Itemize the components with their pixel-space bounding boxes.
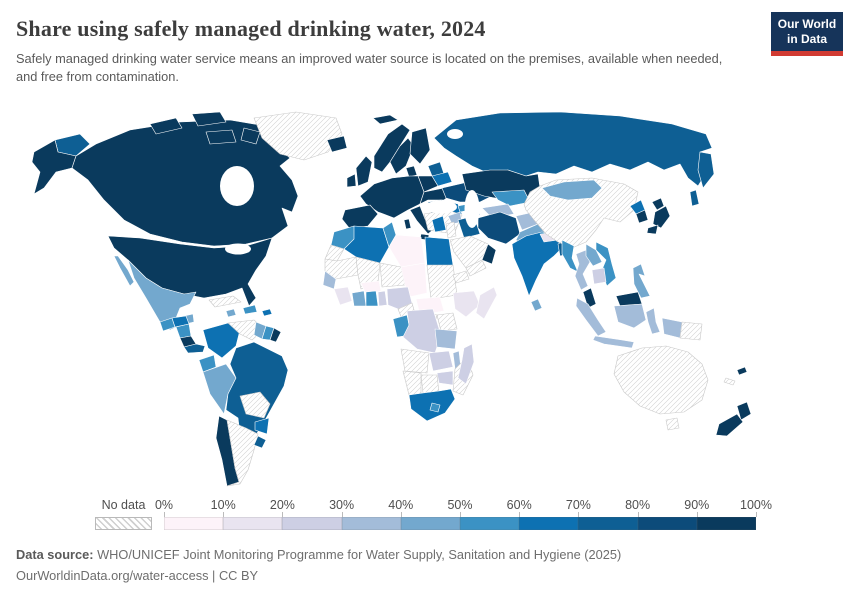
country-jamaica[interactable]: [226, 309, 236, 317]
country-iraq[interactable]: [458, 216, 480, 238]
country-indonesia-west-papua[interactable]: [662, 318, 682, 338]
license-separator: |: [208, 568, 219, 583]
country-ivory-coast[interactable]: [352, 291, 366, 306]
country-svalbard[interactable]: [373, 115, 398, 124]
country-malaysia-borneo[interactable]: [616, 292, 642, 306]
country-zimbabwe[interactable]: [437, 371, 453, 385]
country-finland[interactable]: [410, 128, 430, 164]
legend-bin-30-40%[interactable]: [342, 517, 401, 530]
country-ireland[interactable]: [347, 174, 356, 187]
country-cambodia[interactable]: [592, 268, 606, 284]
license-label: CC BY: [218, 568, 259, 583]
legend-tick-label: 80%: [625, 498, 651, 512]
owid-logo[interactable]: [771, 12, 843, 56]
country-kenya[interactable]: [437, 313, 457, 331]
owid-url-link[interactable]: OurWorldinData.org/water-access: [16, 568, 209, 583]
legend-bin-70-80%[interactable]: [578, 517, 637, 530]
country-australia-tasmania[interactable]: [666, 418, 679, 430]
country-india[interactable]: [512, 232, 562, 296]
country-ghana[interactable]: [366, 291, 378, 306]
legend-tick-label: 50%: [447, 498, 473, 512]
country-italy-sardinia[interactable]: [404, 219, 411, 229]
country-botswana[interactable]: [421, 375, 439, 393]
country-indonesia-java[interactable]: [593, 336, 634, 348]
country-puerto-rico[interactable]: [262, 309, 272, 316]
owid-logo-line2: in Data: [786, 32, 827, 46]
legend-tick-label: 0%: [154, 498, 174, 512]
country-jordan-israel[interactable]: [446, 222, 456, 238]
country-indonesia-borneo[interactable]: [614, 304, 646, 328]
country-sudan[interactable]: [427, 265, 457, 299]
country-libya[interactable]: [389, 235, 425, 267]
country-hispaniola[interactable]: [243, 305, 257, 314]
country-japan-honshu[interactable]: [653, 206, 670, 228]
data-source-line: [16, 544, 621, 565]
legend-tick-label: 90%: [684, 498, 710, 512]
legend-bin-50-60%[interactable]: [460, 517, 519, 530]
legend-bin-60-70%[interactable]: [519, 517, 578, 530]
legend-tick-label: 30%: [329, 498, 355, 512]
country-iran[interactable]: [478, 212, 520, 244]
footer: [16, 544, 621, 586]
country-denmark[interactable]: [406, 166, 417, 177]
legend-tick-label: 70%: [565, 498, 591, 512]
country-fiji[interactable]: [737, 367, 747, 375]
owid-logo-line1: Our World: [777, 17, 837, 31]
country-egypt[interactable]: [425, 237, 453, 267]
country-zambia[interactable]: [429, 351, 453, 371]
no-data-swatch[interactable]: [95, 517, 152, 530]
legend-tick-mark: [756, 512, 757, 517]
legend: [0, 496, 850, 538]
country-somalia[interactable]: [476, 287, 497, 319]
country-sri-lanka[interactable]: [531, 299, 542, 311]
country-tanzania[interactable]: [435, 329, 457, 349]
data-source-text: WHO/UNICEF Joint Monitoring Programme for Water Supply, Sanitation and Hygiene (2025): [93, 547, 622, 562]
country-lesotho[interactable]: [430, 403, 440, 412]
legend-tick-label: 40%: [388, 498, 414, 512]
country-azerbaijan[interactable]: [468, 208, 480, 217]
country-iberia[interactable]: [342, 205, 378, 229]
country-cuba[interactable]: [209, 296, 241, 307]
country-papua-new-guinea[interactable]: [680, 322, 702, 340]
data-source-label: Data source:: [16, 547, 94, 562]
country-guinea[interactable]: [334, 287, 352, 305]
country-namibia[interactable]: [403, 371, 421, 397]
country-japan-kyushu[interactable]: [647, 225, 658, 234]
world-map: [0, 108, 850, 490]
country-new-caledonia[interactable]: [724, 378, 735, 385]
chart-subtitle: Safely managed drinking water service means an improved water source is located on the premises, available when needed, and free from contamination.: [16, 51, 723, 84]
country-angola[interactable]: [401, 349, 429, 373]
country-russia-sakhalin[interactable]: [690, 190, 699, 206]
legend-bin-40-50%[interactable]: [401, 517, 460, 530]
page-title: Share using safely managed drinking water, 2024: [16, 16, 486, 41]
country-canada-arctic-3[interactable]: [206, 130, 236, 144]
country-uk[interactable]: [356, 156, 372, 186]
world-map-svg: [0, 108, 850, 490]
legend-bin-90-100%[interactable]: [697, 517, 756, 530]
country-australia[interactable]: [614, 346, 708, 414]
legend-tick-label: 10%: [210, 498, 236, 512]
legend-tick-label: 100%: [740, 498, 772, 512]
legend-bin-0-10%[interactable]: [164, 517, 223, 530]
legend-tick-label: 20%: [269, 498, 295, 512]
country-new-zealand-south[interactable]: [716, 414, 743, 436]
license-line: [16, 565, 621, 586]
country-togo-benin[interactable]: [378, 291, 387, 306]
no-data-label: No data: [101, 498, 146, 512]
legend-bin-80-90%[interactable]: [638, 517, 697, 530]
country-indonesia-sulawesi[interactable]: [646, 308, 660, 334]
country-eritrea[interactable]: [453, 271, 469, 283]
legend-tick-label: 60%: [506, 498, 532, 512]
legend-bin-10-20%[interactable]: [223, 517, 282, 530]
legend-bin-20-30%[interactable]: [282, 517, 341, 530]
